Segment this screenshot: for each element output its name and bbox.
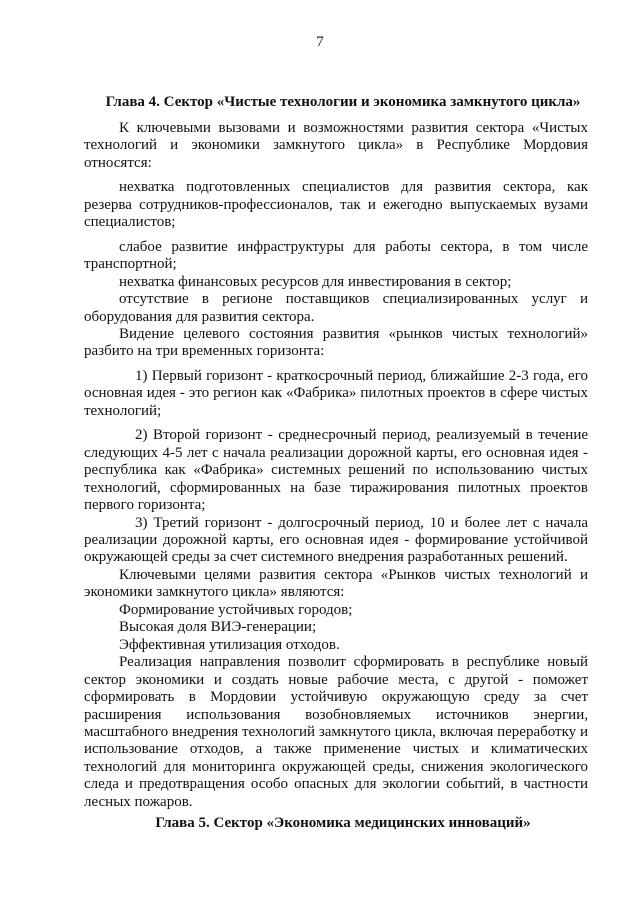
- horizon-item-1: 1) Первый горизонт - краткосрочный период, ближайшие 2-3 года, его основная идея - это регион как «Фабрика» пилотных проектов в сфере чистых технологий;: [84, 367, 588, 419]
- challenge-item: нехватка подготовленных специалистов для развития сектора, как резерва сотрудников-профессионалов, так и ежегодно выпускаемых вузами специалистов;: [84, 179, 588, 231]
- chapter-4-body: [84, 120, 588, 811]
- horizon-item-3: 3) Третий горизонт - долгосрочный период, 10 и более лет с начала реализации дорожной карты, его основная идея - формирование устойчивой окружающей среды за счет системного внедрения разработанных решений.: [84, 514, 588, 566]
- page-number: 7: [316, 34, 324, 50]
- intro-paragraph: К ключевыми вызовами и возможностями развития сектора «Чистых технологий и экономики замкнутого цикла» в Республике Мордовия относятся:: [84, 120, 588, 171]
- goal-item: Формирование устойчивых городов;: [119, 601, 353, 618]
- challenge-item: нехватка финансовых ресурсов для инвестирования в сектор;: [119, 273, 512, 290]
- horizon-item-2: 2) Второй горизонт - среднесрочный период, реализуемый в течение следующих 4-5 лет с начала реализации дорожной карты, его основная идея - республика как «Фабрика» системных решений по использованию чистых технологий, сформированных на базе тиражирования пилотных проектов первого горизонта;: [84, 427, 588, 514]
- goal-item: Эффективная утилизация отходов.: [119, 636, 340, 653]
- challenge-item: слабое развитие инфраструктуры для работы сектора, в том числе транспортной;: [84, 238, 588, 273]
- challenge-item: отсутствие в регионе поставщиков специализированных услуг и оборудования для развития сектора.: [84, 291, 588, 325]
- conclusion-paragraph: Реализация направления позволит сформировать в республике новый сектор экономики и создать новые рабочие места, с другой - поможет сформировать в Мордовии устойчивую окружающую среду за счет расширения использования возобновляемых источников энергии, масштабного внедрения технологий замкнутого цикла, включая переработку и использование отходов, а также применение чистых и климатических технологий для мониторинга окружающей среды, снижения экологического следа и предотвращения особо опасных для экологии событий, в частности лесных пожаров.: [84, 654, 588, 810]
- chapter-4-heading: Глава 4. Сектор «Чистые технологии и экономика замкнутого цикла»: [105, 94, 581, 110]
- vision-paragraph: Видение целевого состояния развития «рынков чистых технологий» разбито на три временных горизонта:: [84, 325, 588, 360]
- chapter-5-heading: Глава 5. Сектор «Экономика медицинских инноваций»: [155, 815, 531, 831]
- goals-paragraph: Ключевыми целями развития сектора «Рынков чистых технологий и экономики замкнутого цикла» являются:: [84, 566, 588, 601]
- goal-item: Высокая доля ВИЭ-генерации;: [119, 619, 317, 636]
